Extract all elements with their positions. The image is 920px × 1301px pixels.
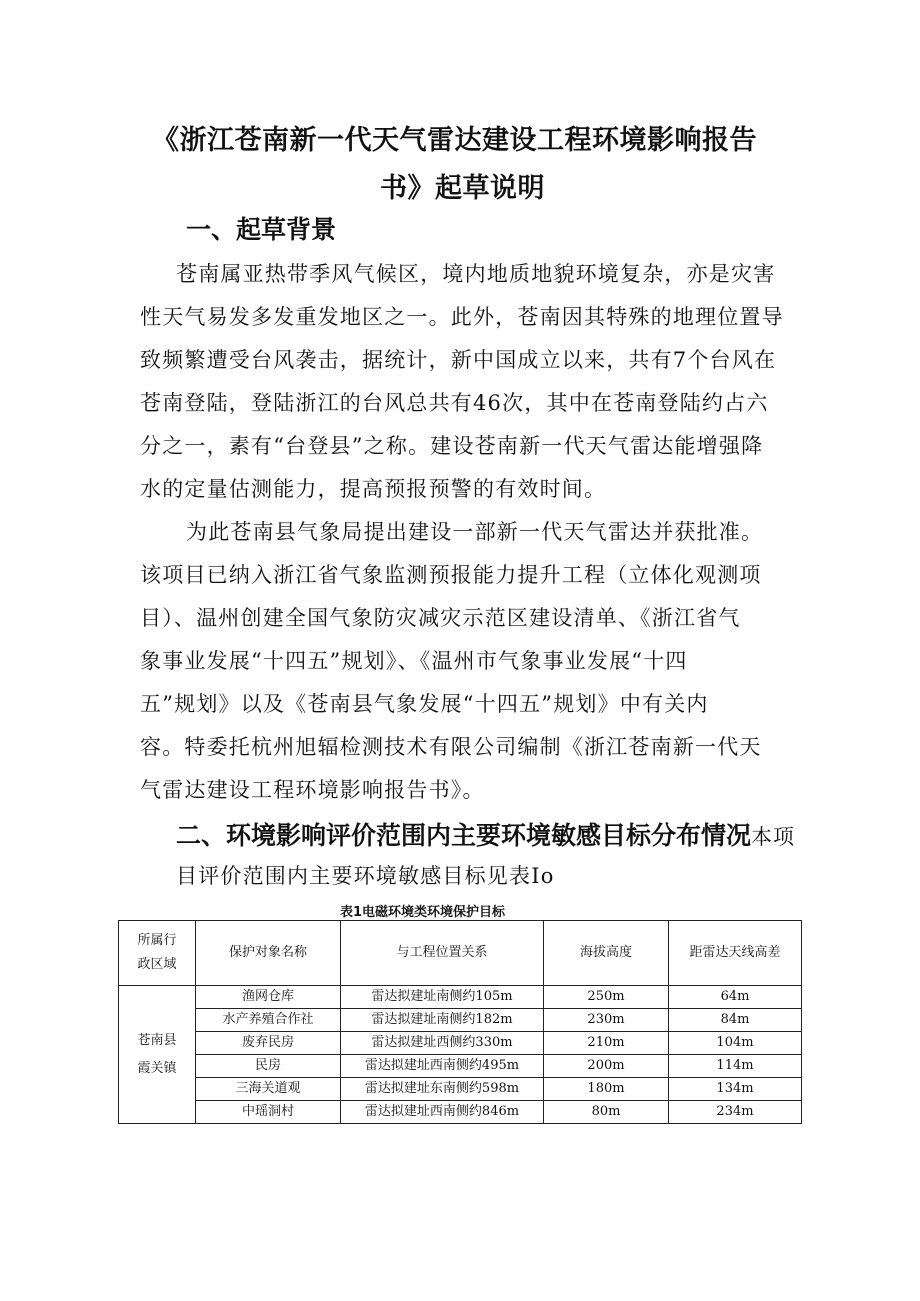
table-row bbox=[119, 1078, 802, 1101]
cell-relation: 雷达拟建址西南侧约495m bbox=[341, 1055, 544, 1078]
cell-height-diff: 114m bbox=[669, 1055, 802, 1078]
cell-height-diff: 64m bbox=[669, 986, 802, 1009]
cell-height-diff: 84m bbox=[669, 1009, 802, 1032]
table-row bbox=[119, 986, 802, 1009]
header-relation: 与工程位置关系 bbox=[341, 921, 544, 986]
header-height-diff: 距雷达天线高差 bbox=[669, 921, 802, 986]
para2-line: 气雷达建设工程环境影响报告书》。 bbox=[140, 778, 485, 802]
section-2-heading-tail: 本项 bbox=[751, 825, 796, 849]
cell-relation: 雷达拟建址南侧约105m bbox=[341, 986, 544, 1009]
para1-line: 性天气易发多发重发地区之一。此外，苍南因其特殊的地理位置导 bbox=[140, 305, 784, 329]
cell-altitude: 250m bbox=[544, 986, 669, 1009]
cell-name: 废弃民房 bbox=[196, 1032, 341, 1055]
cell-name: 中瑶洞村 bbox=[196, 1101, 341, 1124]
cell-altitude: 230m bbox=[544, 1009, 669, 1032]
para1-line: 苍南属亚热带季风气候区，境内地质地貌环境复杂，亦是灾害 bbox=[176, 262, 776, 286]
para2-line: 象事业发展“十四五”规划》、《温州市气象事业发展“十四 bbox=[140, 649, 688, 673]
para2-line: 容。特委托杭州旭辐检测技术有限公司编制《浙江苍南新一代天 bbox=[140, 735, 762, 759]
table-row bbox=[119, 1032, 802, 1055]
para2-line: 五”规划》以及《苍南县气象发展“十四五”规划》中有关内 bbox=[140, 692, 709, 716]
cell-relation: 雷达拟建址南侧约182m bbox=[341, 1009, 544, 1032]
para2-line: 目）、温州创建全国气象防灾减灾示范区建设清单、《浙江省气 bbox=[140, 606, 741, 630]
cell-height-diff: 104m bbox=[669, 1032, 802, 1055]
cell-name: 水产养殖合作社 bbox=[196, 1009, 341, 1032]
para2-line: 该项目已纳入浙江省气象监测预报能力提升工程（立体化观测项 bbox=[140, 563, 762, 587]
table-row bbox=[119, 1101, 802, 1124]
table-row bbox=[119, 1055, 802, 1078]
header-region-line-2: 政区域 bbox=[137, 957, 177, 972]
cell-relation: 雷达拟建址西南侧约846m bbox=[341, 1101, 544, 1124]
cell-altitude: 200m bbox=[544, 1055, 669, 1078]
header-region-line-1: 所属行 bbox=[137, 933, 177, 948]
para1-line: 水的定量估测能力，提高预报预警的有效时间。 bbox=[140, 477, 607, 501]
cell-relation: 雷达拟建址西侧约330m bbox=[341, 1032, 544, 1055]
para1-line: 分之一，素有“台登县”之称。建设苍南新一代天气雷达能增强降 bbox=[140, 434, 764, 458]
section-1-heading: 一、起草背景 bbox=[186, 215, 337, 244]
table-caption: 表1电磁环境类环境保护目标 bbox=[340, 905, 506, 920]
header-region bbox=[119, 921, 196, 986]
section-2-heading bbox=[176, 816, 795, 852]
para1-line: 苍南登陆，登陆浙江的台风总共有46次，其中在苍南登陆约占六 bbox=[140, 391, 769, 415]
table-row bbox=[119, 1009, 802, 1032]
cell-name: 渔网仓库 bbox=[196, 986, 341, 1009]
cell-height-diff: 234m bbox=[669, 1101, 802, 1124]
cell-altitude: 80m bbox=[544, 1101, 669, 1124]
para2-line: 为此苍南县气象局提出建设一部新一代天气雷达并获批准。 bbox=[186, 520, 764, 544]
doc-title-line-2: 书》起草说明 bbox=[380, 173, 545, 204]
section-2-line-2: 目评价范围内主要环境敏感目标见表Io bbox=[176, 864, 555, 888]
cell-altitude: 210m bbox=[544, 1032, 669, 1055]
para1-line: 致频繁遭受台风袭击，据统计，新中国成立以来，共有7个台风在 bbox=[140, 348, 777, 372]
doc-title-line-1: 《浙江苍南新一代天气雷达建设工程环境影响报告 bbox=[152, 125, 757, 156]
header-name: 保护对象名称 bbox=[196, 921, 341, 986]
cell-relation: 雷达拟建址东南侧约598m bbox=[341, 1078, 544, 1101]
region-line-1: 苍南县 bbox=[137, 1032, 177, 1048]
region-cell bbox=[119, 986, 196, 1124]
cell-height-diff: 134m bbox=[669, 1078, 802, 1101]
env-protection-table bbox=[118, 920, 802, 1124]
region-line-2: 霞关镇 bbox=[137, 1060, 177, 1076]
cell-name: 三海关道观 bbox=[196, 1078, 341, 1101]
header-altitude: 海拔高度 bbox=[544, 921, 669, 986]
cell-altitude: 180m bbox=[544, 1078, 669, 1101]
section-2-heading-text: 二、环境影响评价范围内主要环境敏感目标分布情况 bbox=[176, 821, 752, 850]
cell-name: 民房 bbox=[196, 1055, 341, 1078]
table-header-row bbox=[119, 921, 802, 986]
